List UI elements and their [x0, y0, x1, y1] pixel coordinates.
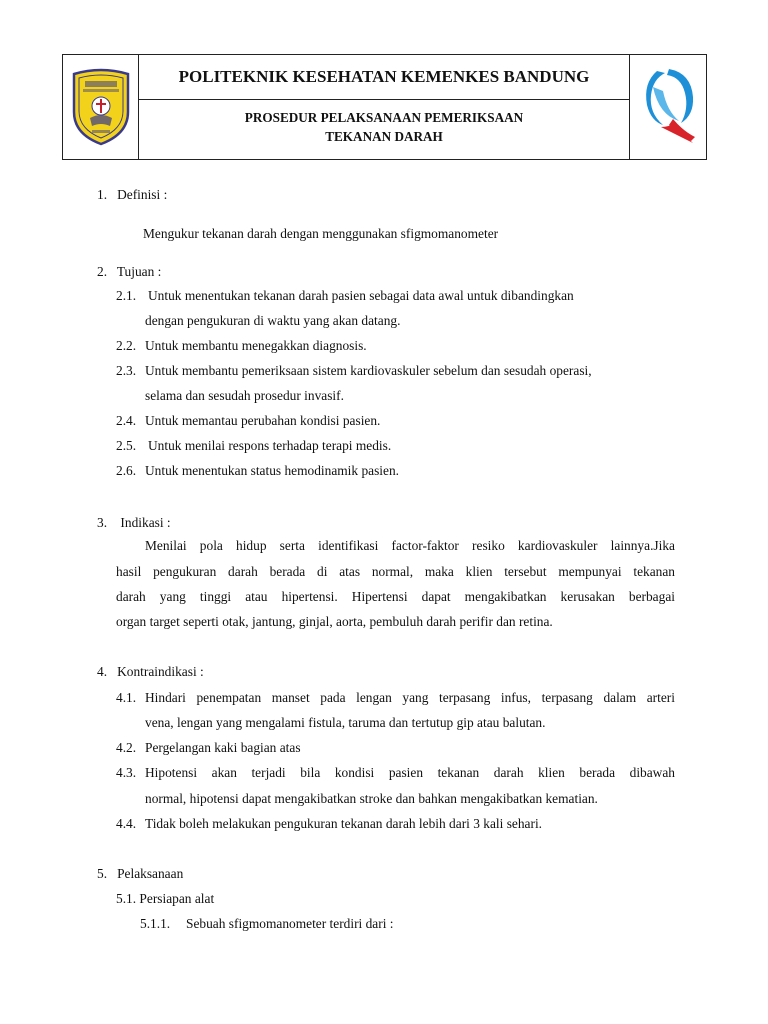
section-5-heading: 5. Pelaksanaan [97, 866, 184, 881]
item-2-5-line-1: Untuk menilai respons terhadap terapi medis. [148, 438, 392, 453]
item-2-6-line-1: Untuk menentukan status hemodinamik pasien. [145, 463, 400, 478]
q-swirl-logo-icon [639, 65, 697, 149]
section-5-1-1-number: 5.1.1. [140, 916, 171, 931]
item-4-3-number: 4.3. [116, 765, 137, 780]
item-4-3-line-1: Hipotensi akan terjadi bila kondisi pasien tekanan darah klien berada dibawah [145, 765, 675, 780]
item-4-2-number: 4.2. [116, 740, 137, 755]
item-2-2-number: 2.2. [116, 338, 137, 353]
item-2-3-line-2: selama dan sesudah prosedur invasif. [145, 388, 344, 403]
institution-title: POLITEKNIK KESEHATAN KEMENKES BANDUNG [139, 55, 629, 100]
item-2-1-number: 2.1. [116, 288, 137, 303]
item-2-1-line-2: dengan pengukuran di waktu yang akan datang. [145, 313, 401, 328]
section-5-1-1-text: Sebuah sfigmomanometer terdiri dari : [186, 916, 394, 931]
right-logo-cell [629, 55, 706, 159]
item-4-1-line-2: vena, lengan yang mengalami fistula, taruma dan tertutup gip atau balutan. [145, 715, 546, 730]
header-table [62, 54, 707, 160]
left-logo-cell [63, 55, 139, 159]
procedure-title-line-2: TEKANAN DARAH [325, 129, 443, 144]
procedure-title [139, 100, 629, 159]
item-4-4-number: 4.4. [116, 816, 137, 831]
section-3-line-1: Menilai pola hidup serta identifikasi factor-faktor resiko kardiovaskuler lainnya.Jika [145, 538, 675, 553]
section-3-line-4: organ target seperti otak, jantung, ginjal, aorta, pembuluh darah perifir dan retina. [116, 614, 553, 629]
item-2-4-number: 2.4. [116, 413, 137, 428]
section-2-heading: 2. Tujuan : [97, 264, 162, 279]
section-3-line-2: hasil pengukuran darah berada di atas normal, maka klien tersebut mempunyai tekanan [116, 564, 675, 579]
item-4-3-line-2: normal, hipotensi dapat mengakibatkan stroke dan bahkan mengakibatkan kematian. [145, 791, 598, 806]
poltekkes-shield-logo-icon [70, 68, 132, 146]
section-4-heading: 4. Kontraindikasi : [97, 664, 204, 679]
section-3-heading: 3. Indikasi : [97, 515, 171, 530]
section-5-1-heading: 5.1. Persiapan alat [116, 891, 215, 906]
item-4-4-line-1: Tidak boleh melakukan pengukuran tekanan darah lebih dari 3 kali sehari. [145, 816, 543, 831]
procedure-title-line-1: PROSEDUR PELAKSANAAN PEMERIKSAAN [244, 110, 524, 125]
section-3-line-3: darah yang tinggi atau hipertensi. Hipertensi dapat mengakibatkan kerusakan berbagai [116, 589, 675, 604]
section-1-heading: 1. Definisi : [97, 187, 168, 202]
item-2-3-line-1: Untuk membantu pemeriksaan sistem kardiovaskuler sebelum dan sesudah operasi, [145, 363, 592, 378]
item-4-1-number: 4.1. [116, 690, 137, 705]
item-2-2-line-1: Untuk membantu menegakkan diagnosis. [145, 338, 367, 353]
item-2-4-line-1: Untuk memantau perubahan kondisi pasien. [145, 413, 381, 428]
item-4-2-line-1: Pergelangan kaki bagian atas [145, 740, 301, 755]
item-4-1-line-1: Hindari penempatan manset pada lengan yang terpasang infus, terpasang dalam arteri [145, 690, 675, 705]
section-1-text: Mengukur tekanan darah dengan menggunakan sfigmomanometer [143, 226, 499, 241]
item-2-3-number: 2.3. [116, 363, 137, 378]
item-2-5-number: 2.5. [116, 438, 137, 453]
item-2-1-line-1: Untuk menentukan tekanan darah pasien sebagai data awal untuk dibandingkan [148, 288, 574, 303]
item-2-6-number: 2.6. [116, 463, 137, 478]
